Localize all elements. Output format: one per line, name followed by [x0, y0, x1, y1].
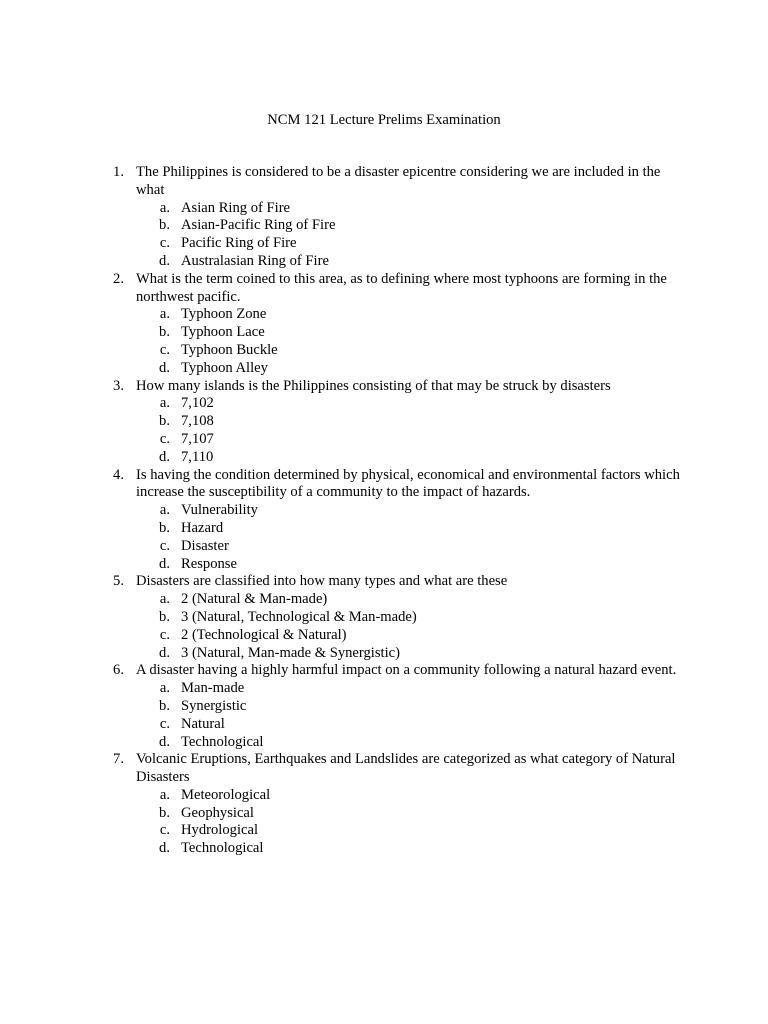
answer-options: [136, 591, 686, 662]
option-letter: c.: [159, 537, 170, 554]
question-text: How many islands is the Philippines consisting of that may be struck by disasters: [136, 377, 611, 394]
answer-option: [136, 805, 686, 823]
question-number: 3.: [113, 377, 124, 394]
option-text: Geophysical: [181, 804, 254, 821]
question-item: [0, 164, 686, 271]
page-title: NCM 121 Lecture Prelims Examination: [267, 112, 501, 128]
answer-option: [136, 449, 686, 467]
option-text: Typhoon Zone: [181, 306, 267, 323]
option-letter: a.: [159, 680, 170, 697]
question-item: [0, 271, 686, 378]
option-text: 7,102: [181, 395, 214, 412]
option-letter: a.: [159, 786, 170, 803]
option-letter: c.: [159, 626, 170, 643]
answer-option: [136, 822, 686, 840]
question-text: Disasters are classified into how many types and what are these: [136, 573, 508, 590]
option-text: Meteorological: [181, 786, 271, 803]
option-letter: d.: [159, 359, 170, 376]
option-letter: d.: [159, 733, 170, 750]
option-text: 3 (Natural, Technological & Man-made): [181, 608, 417, 625]
option-letter: d.: [159, 252, 170, 269]
option-text: Pacific Ring of Fire: [181, 235, 297, 252]
question-item: [0, 467, 686, 574]
option-text: Technological: [181, 733, 264, 750]
question-item: [0, 751, 686, 858]
answer-option: [136, 306, 686, 324]
question-text: A disaster having a highly harmful impact on a community following a natural hazard event.: [136, 662, 677, 679]
option-text: 7,108: [181, 413, 214, 430]
answer-option: [136, 431, 686, 449]
answer-option: [136, 395, 686, 413]
answer-option: [136, 502, 686, 520]
question-number: 5.: [113, 573, 124, 590]
option-text: 7,107: [181, 430, 214, 447]
option-letter: d.: [159, 840, 170, 857]
option-text: Hazard: [181, 519, 224, 536]
option-letter: c.: [159, 341, 170, 358]
answer-option: [136, 253, 686, 271]
answer-options: [136, 395, 686, 466]
option-letter: b.: [159, 217, 170, 234]
option-letter: c.: [159, 235, 170, 252]
answer-option: [136, 609, 686, 627]
option-letter: d.: [159, 555, 170, 572]
answer-options: [136, 200, 686, 271]
answer-option: [136, 538, 686, 556]
question-text: Volcanic Eruptions, Earthquakes and Landslides are categorized as what category of Natural Disasters: [136, 751, 676, 786]
question-item: [0, 573, 686, 662]
answer-option: [136, 342, 686, 360]
question-number: 6.: [113, 662, 124, 679]
option-letter: b.: [159, 519, 170, 536]
option-text: Vulnerability: [181, 502, 258, 519]
answer-option: [136, 680, 686, 698]
answer-option: [136, 591, 686, 609]
option-text: Typhoon Alley: [181, 359, 268, 376]
question-item: [0, 662, 686, 751]
option-text: 3 (Natural, Man-made & Synergistic): [181, 644, 400, 661]
option-text: 2 (Natural & Man-made): [181, 591, 328, 608]
option-text: Hydrological: [181, 822, 259, 839]
answer-option: [136, 235, 686, 253]
answer-option: [136, 716, 686, 734]
answer-option: [136, 627, 686, 645]
answer-option: [136, 413, 686, 431]
answer-option: [136, 734, 686, 752]
option-letter: a.: [159, 395, 170, 412]
answer-option: [136, 520, 686, 538]
option-text: 2 (Technological & Natural): [181, 626, 347, 643]
answer-options: [136, 680, 686, 751]
question-text: Is having the condition determined by physical, economical and environmental factors which increase the susceptibility of a community to the impact of hazards.: [136, 466, 680, 501]
answer-option: [136, 217, 686, 235]
question-text: The Philippines is considered to be a disaster epicentre considering we are included in the what: [136, 164, 661, 198]
option-text: Disaster: [181, 537, 229, 554]
option-text: Response: [181, 555, 237, 572]
option-text: Asian Ring of Fire: [181, 199, 291, 216]
option-text: Man-made: [181, 680, 245, 697]
option-letter: c.: [159, 430, 170, 447]
answer-option: [136, 698, 686, 716]
option-text: Synergistic: [181, 697, 247, 714]
question-list: [0, 164, 768, 858]
option-letter: d.: [159, 644, 170, 661]
option-letter: c.: [159, 822, 170, 839]
option-text: Australasian Ring of Fire: [181, 252, 329, 269]
option-letter: b.: [159, 413, 170, 430]
answer-option: [136, 840, 686, 858]
option-letter: a.: [159, 306, 170, 323]
answer-options: [136, 502, 686, 573]
answer-option: [136, 324, 686, 342]
option-letter: b.: [159, 804, 170, 821]
option-text: 7,110: [181, 448, 214, 465]
question-number: 4.: [113, 466, 124, 483]
option-text: Natural: [181, 715, 225, 732]
answer-option: [136, 556, 686, 574]
question-text: What is the term coined to this area, as to defining where most typhoons are forming in the northwest pacific.: [136, 270, 667, 305]
option-letter: c.: [159, 715, 170, 732]
option-text: Technological: [181, 840, 264, 857]
answer-option: [136, 360, 686, 378]
option-text: Typhoon Lace: [181, 324, 265, 341]
option-letter: a.: [159, 591, 170, 608]
question-number: 1.: [113, 164, 124, 180]
option-text: Typhoon Buckle: [181, 341, 278, 358]
answer-options: [136, 306, 686, 377]
question-number: 7.: [113, 751, 124, 768]
option-letter: a.: [159, 199, 170, 216]
answer-option: [136, 200, 686, 218]
option-letter: d.: [159, 448, 170, 465]
question-number: 2.: [113, 270, 124, 287]
option-letter: a.: [159, 502, 170, 519]
answer-option: [136, 787, 686, 805]
option-letter: b.: [159, 697, 170, 714]
option-letter: b.: [159, 608, 170, 625]
answer-option: [136, 645, 686, 663]
option-letter: b.: [159, 324, 170, 341]
option-text: Asian-Pacific Ring of Fire: [181, 217, 336, 234]
question-item: [0, 378, 686, 467]
answer-options: [136, 787, 686, 858]
